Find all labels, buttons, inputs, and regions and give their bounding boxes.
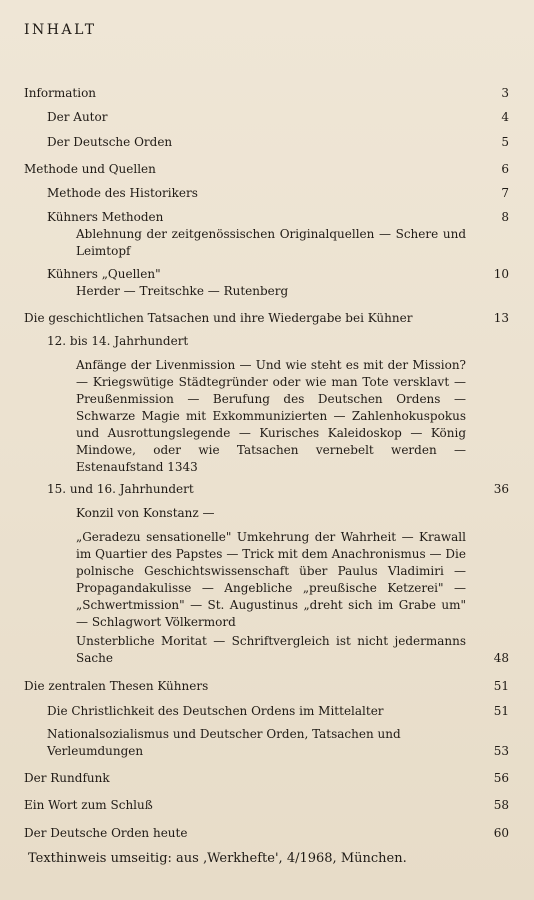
toc-page-number: 8 — [501, 210, 509, 224]
toc-entry-title: Kühners „Quellen" — [47, 267, 161, 281]
toc-entry-title: 15. und 16. Jahrhundert — [47, 482, 194, 496]
toc-page-number: 10 — [493, 267, 509, 281]
toc-entry-title: Kühners Methoden — [47, 210, 164, 224]
toc-page-number: 60 — [493, 826, 509, 840]
toc-entry-title: Die geschichtlichen Tatsachen und ihre Wiedergabe bei Kühner — [24, 311, 413, 325]
toc-subtopics-quellen: Herder — Treitschke — Rutenberg — [76, 284, 289, 298]
toc-entry-title: 12. bis 14. Jahrhundert — [47, 334, 189, 348]
page-title: INHALT — [24, 22, 97, 38]
toc-page-number: 48 — [493, 651, 509, 665]
toc-entry-title: Die zentralen Thesen Kühners — [24, 679, 209, 693]
toc-entry-title: Der Rundfunk — [24, 771, 110, 785]
footer-note: Texthinweis umseitig: aus ‚Werkhefte', 4/1968, München. — [28, 851, 407, 866]
toc-entry-title: Ein Wort zum Schluß — [24, 798, 153, 812]
toc-subtopics-12-14-jh: Anfänge der Livenmission — Und wie steht es mit der Mission? — Kriegswütige Städtegründer oder wie man Tote versklavt — Preußenmission — Berufung des Deutschen Ordens — Schwarze Magie mit Exkommunizierten — Zahlenhokuspokus und Ausrottungslegende — Kurisches Kaleidoskop — König Mindowe, oder wie Tatsachen vernebelt werden — Estenaufstand 1343 — [76, 358, 466, 474]
toc-entry-title: Methode und Quellen — [24, 162, 156, 176]
toc-page-number: 36 — [493, 482, 509, 496]
toc-subtopics-methoden: Ablehnung der zeitgenössischen Originalquellen — Schere und Leimtopf — [76, 227, 466, 258]
toc-page-number: 13 — [493, 311, 509, 325]
toc-entry-title: Der Deutsche Orden — [47, 135, 173, 149]
toc-page-number: 6 — [501, 162, 509, 176]
toc-page-number: 58 — [493, 798, 509, 812]
toc-entry-title: Der Autor — [47, 110, 108, 124]
toc-page-number: 51 — [493, 704, 509, 718]
toc-entry-title: Information — [24, 86, 97, 100]
toc-page-number: 7 — [501, 186, 509, 200]
toc-entry-title: Methode des Historikers — [47, 186, 198, 200]
toc-entry-title: Konzil von Konstanz — — [76, 506, 215, 520]
toc-page-number: 3 — [501, 86, 509, 100]
toc-entry-title: Die Christlichkeit des Deutschen Ordens im Mittelalter — [47, 704, 384, 718]
toc-entry-title: Der Deutsche Orden heute — [24, 826, 188, 840]
toc-entry-title: Nationalsozialismus und Deutscher Orden, Tatsachen und Verleumdungen — [47, 727, 401, 758]
toc-entry-nationalsozialismus — [0, 726, 534, 760]
toc-page-number: 56 — [493, 771, 509, 785]
toc-entry-unsterbliche-moritat: Unsterbliche Moritat — Schriftvergleich ist nicht jedermanns Sache — [76, 634, 466, 665]
toc-page-number: 5 — [501, 135, 509, 149]
toc-subtopics-konstanz: „Geradezu sensationelle" Umkehrung der Wahrheit — Krawall im Quartier des Papstes — Trick mit dem Anachronismus — Die polnische Geschichtswissenschaft über Paulus Vladimiri — Propagandakulisse — Angebliche „preußische Ketzerei" — „Schwertmission" — St. Augustinus „dreht sich im Grabe um" — Schlagwort Völkermord — [76, 530, 466, 629]
toc-page-number: 53 — [493, 744, 509, 758]
toc-page-number: 4 — [501, 110, 509, 124]
toc-page-number: 51 — [493, 679, 509, 693]
